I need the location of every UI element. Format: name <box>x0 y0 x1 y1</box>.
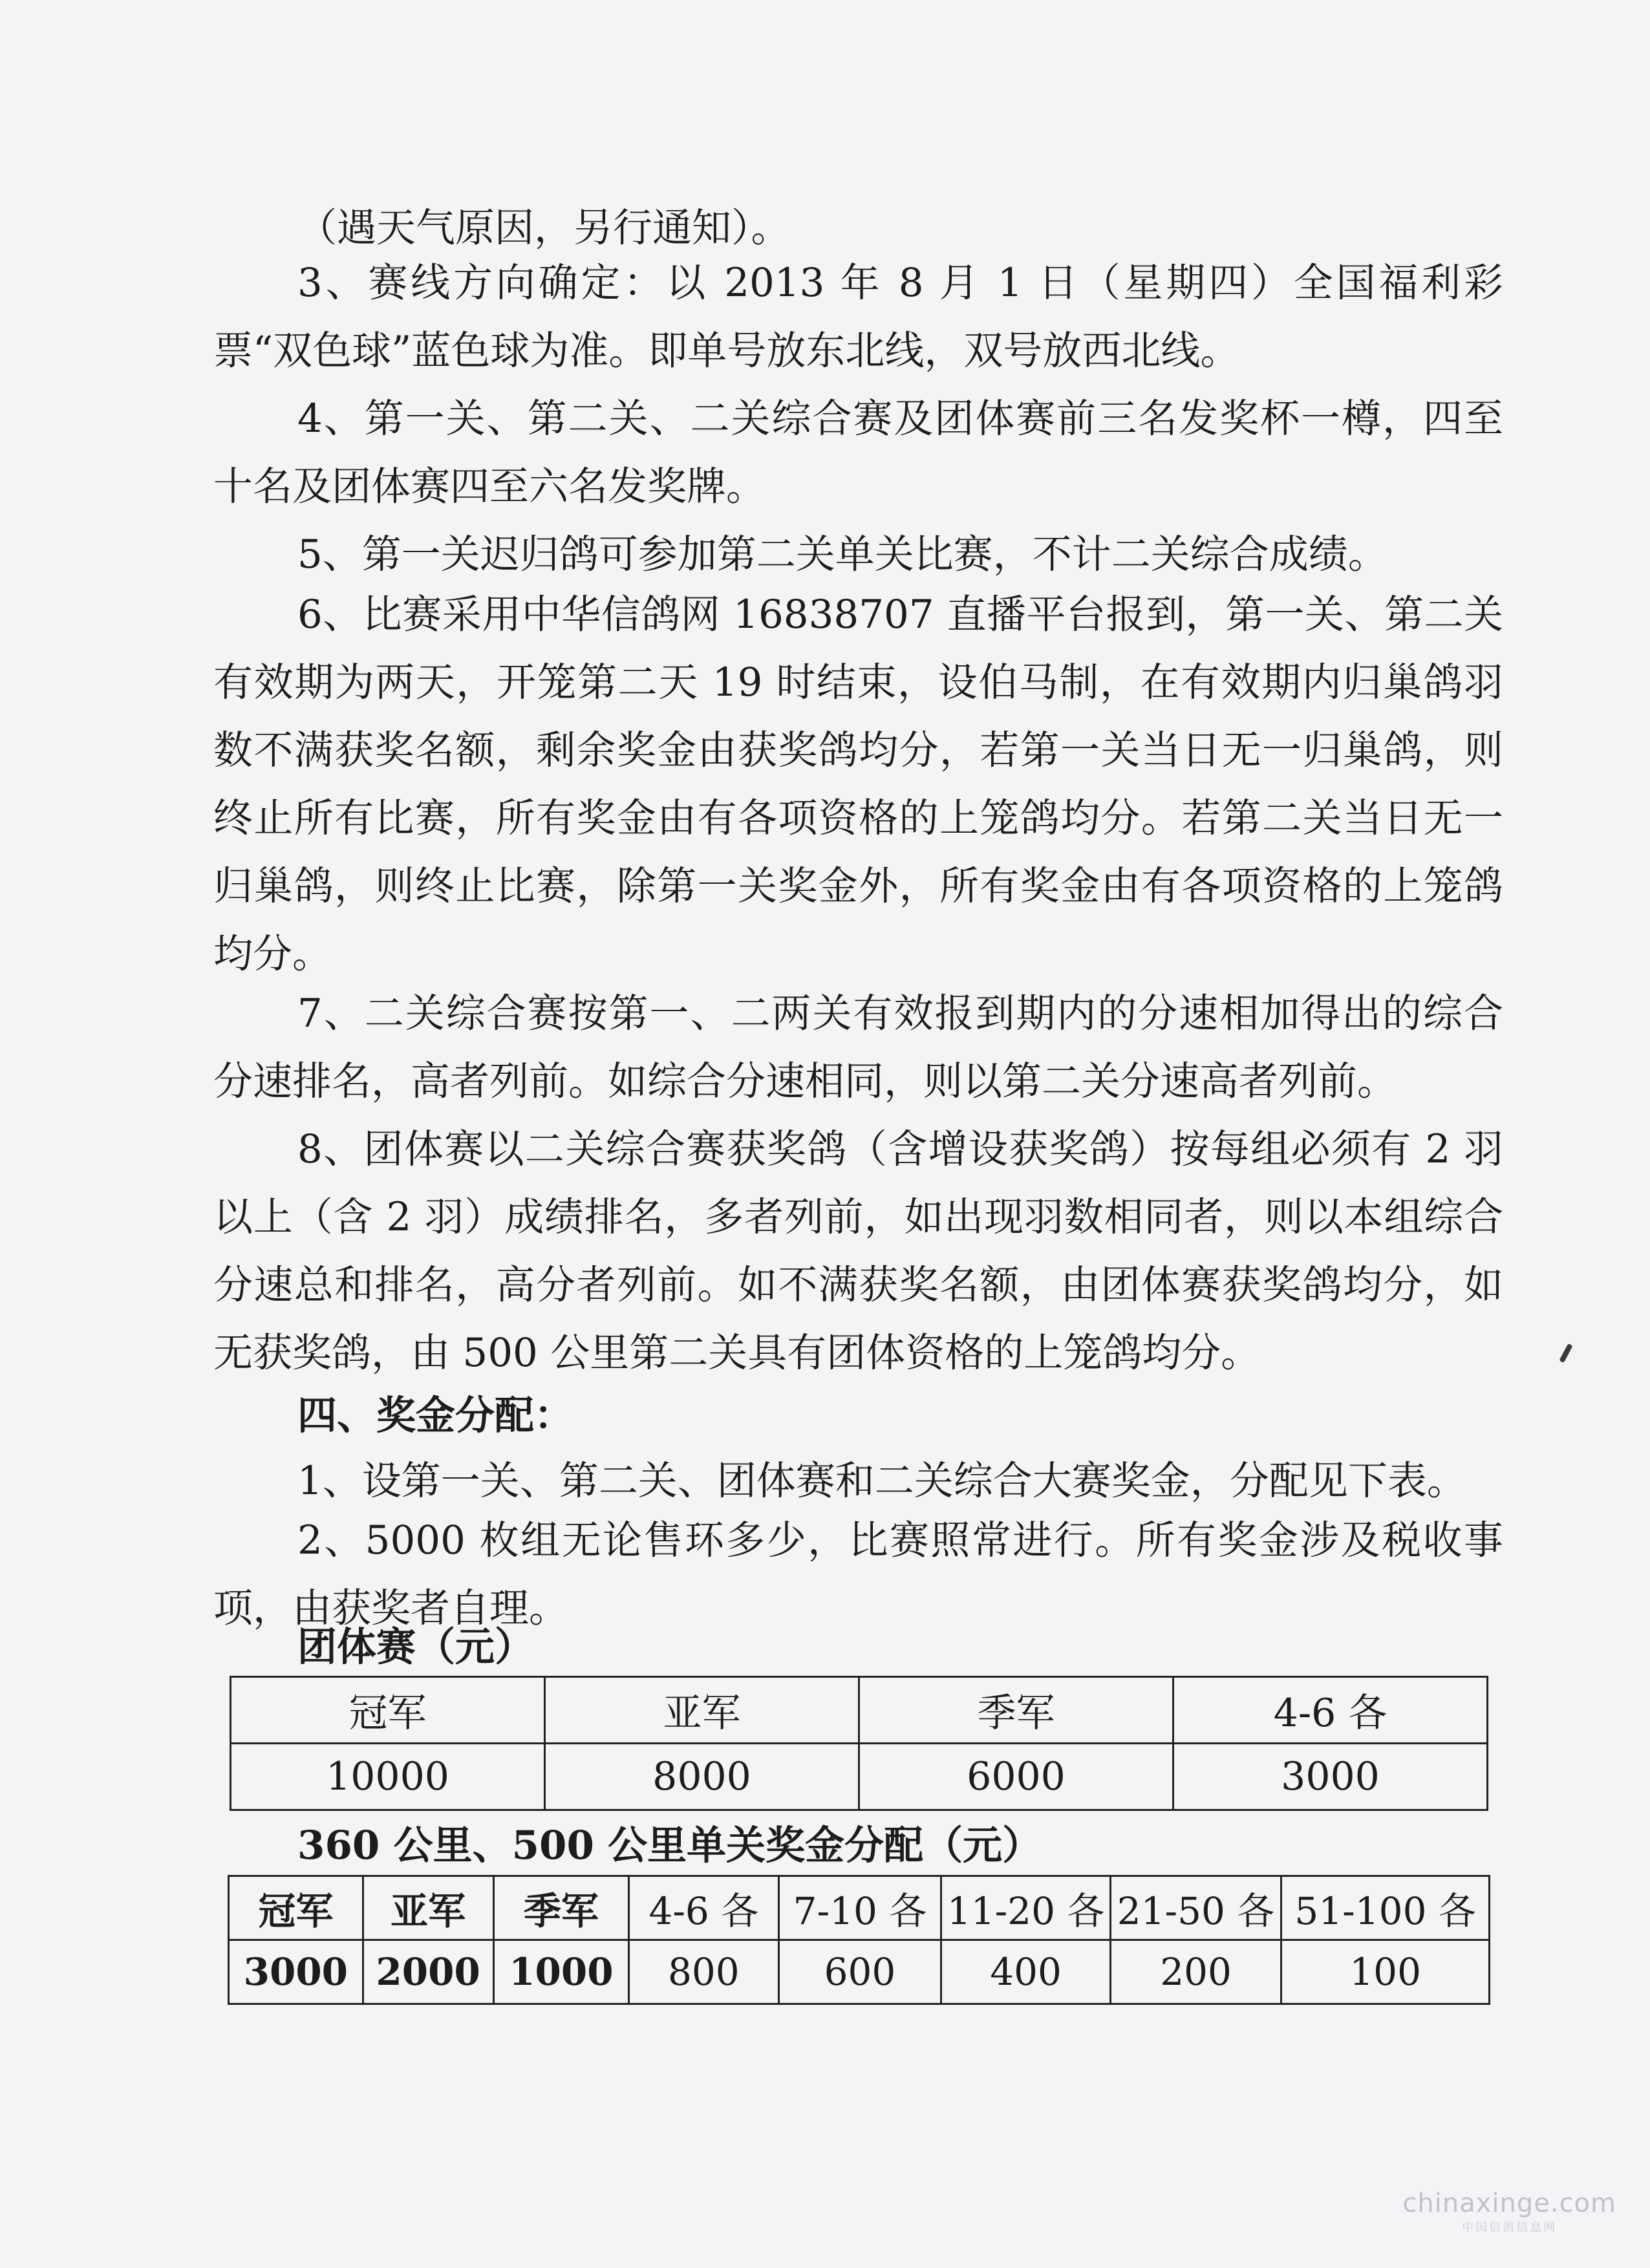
single-table-value-row <box>229 1940 1490 2004</box>
team-value-cell: 10000 <box>231 1744 545 1810</box>
watermark-site: chinaxinge.com <box>1402 2188 1616 2218</box>
watermark-subtitle: 中国信鸽信息网 <box>1462 2221 1558 2234</box>
team-header-cell: 4-6 各 <box>1173 1677 1488 1744</box>
single-header-cell: 冠军 <box>229 1876 363 1940</box>
single-value-cell: 3000 <box>229 1940 363 2004</box>
team-prize-table <box>230 1676 1488 1811</box>
paragraph-late-birds: 5、第一关迟归鸽可参加第二关单关比赛，不计二关综合成绩。 <box>297 531 1388 577</box>
single-value-cell: 200 <box>1110 1940 1281 2004</box>
team-value-cell: 3000 <box>1173 1744 1488 1810</box>
single-value-cell: 400 <box>941 1940 1111 2004</box>
section-heading-prize-allocation: 四、奖金分配： <box>297 1393 574 1439</box>
team-table-value-row <box>231 1744 1488 1810</box>
single-stage-prize-table <box>228 1875 1490 2005</box>
team-value-cell: 6000 <box>859 1744 1173 1810</box>
team-value-cell: 8000 <box>545 1744 859 1810</box>
watermark <box>1402 2188 1616 2235</box>
paragraph-trophies: 4、第一关、第二关、二关综合赛及团体赛前三名发奖杯一樽，四至十名及团体赛四至六名发奖牌。 <box>213 396 1503 509</box>
single-value-cell: 600 <box>778 1940 941 2004</box>
single-table-header-row <box>229 1876 1490 1940</box>
single-header-cell: 4-6 各 <box>629 1876 778 1940</box>
paragraph-prize-item-2: 2、5000 枚组无论售环多少，比赛照常进行。所有奖金涉及税收事项，由获奖者自理。 <box>213 1517 1503 1631</box>
single-header-cell: 季军 <box>493 1876 629 1940</box>
paragraph-team-ranking: 8、团体赛以二关综合赛获奖鸽（含增设获奖鸽）按每组必须有 2 羽以上（含 2 羽）成绩排名，多者列前，如出现羽数相同者，则以本组综合分速总和排名，高分者列前。如不满获奖名额，由团体赛获奖鸽均分，如无获奖鸽，由 500 公里第二关具有团体资格的上笼鸽均分。 <box>213 1126 1503 1376</box>
team-header-cell: 冠军 <box>231 1677 545 1744</box>
single-value-cell: 800 <box>629 1940 778 2004</box>
single-header-cell: 亚军 <box>363 1876 493 1940</box>
single-header-cell: 11-20 各 <box>941 1876 1111 1940</box>
paragraph-route-direction: 3、赛线方向确定：以 2013 年 8 月 1 日（星期四）全国福利彩票“双色球”蓝色球为准。即单号放东北线，双号放西北线。 <box>213 260 1503 374</box>
team-header-cell: 季军 <box>859 1677 1173 1744</box>
single-header-cell: 51-100 各 <box>1281 1876 1490 1940</box>
paragraph-combined-ranking: 7、二关综合赛按第一、二两关有效报到期内的分速相加得出的综合分速排名，高者列前。如综合分速相同，则以第二关分速高者列前。 <box>213 990 1503 1104</box>
single-header-cell: 7-10 各 <box>778 1876 941 1940</box>
single-value-cell: 100 <box>1281 1940 1490 2004</box>
single-value-cell: 2000 <box>363 1940 493 2004</box>
paragraph-prize-item-1: 1、设第一关、第二关、团体赛和二关综合大赛奖金，分配见下表。 <box>297 1458 1466 1504</box>
paragraph-reporting-rules: 6、比赛采用中华信鸽网 16838707 直播平台报到，第一关、第二关有效期为两天，开笼第二天 19 时结束，设伯马制，在有效期内归巢鸽羽数不满获奖名额，剩余奖金由获奖鸽均分，若第一关当日无一归巢鸽，则终止所有比赛，所有奖金由有各项资格的上笼鸽均分。若第二关当日无一归巢鸽，则终止比赛，除第一关奖金外，所有奖金由有各项资格的上笼鸽均分。 <box>213 592 1503 977</box>
paragraph-weather-note: （遇天气原因，另行通知）。 <box>297 205 791 251</box>
team-table-header-row <box>231 1677 1488 1744</box>
ink-mark <box>1559 1343 1572 1363</box>
team-table-caption: 团体赛（元） <box>297 1624 535 1670</box>
single-value-cell: 1000 <box>493 1940 629 2004</box>
single-table-caption: 360 公里、500 公里单关奖金分配（元） <box>297 1823 1042 1868</box>
single-header-cell: 21-50 各 <box>1110 1876 1281 1940</box>
team-header-cell: 亚军 <box>545 1677 859 1744</box>
